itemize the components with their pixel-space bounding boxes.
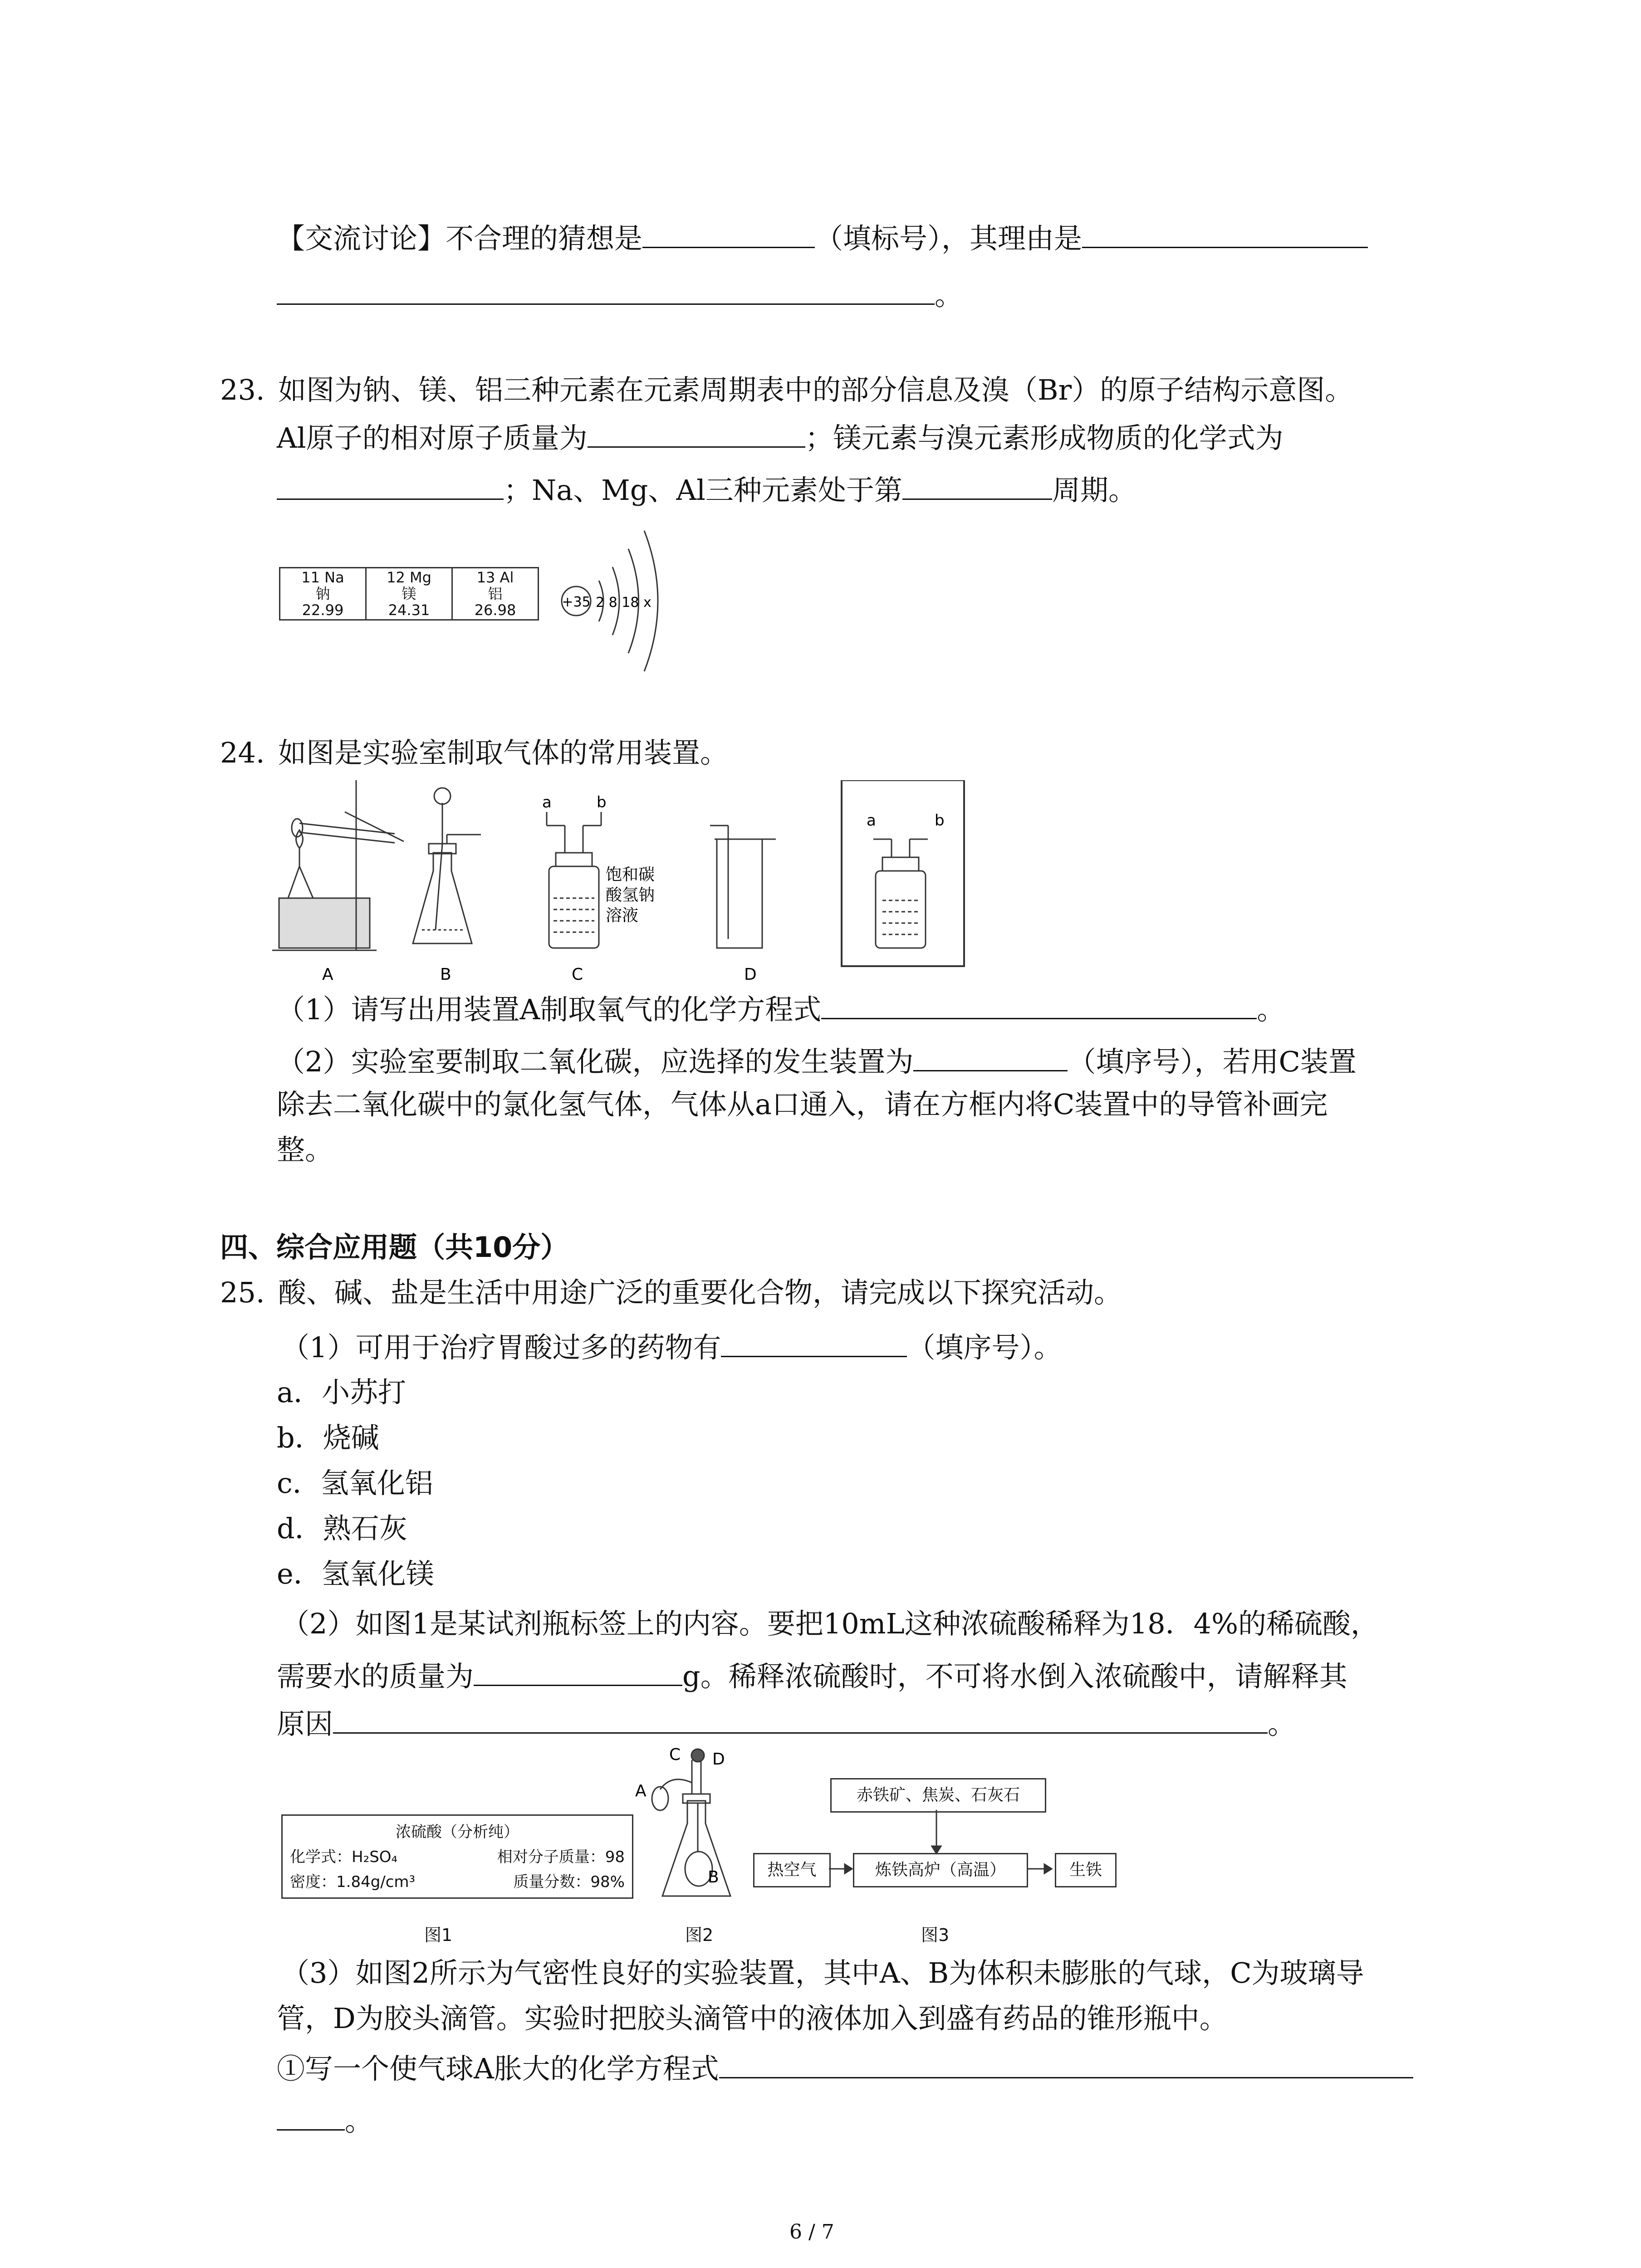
balloon-flask-figure <box>626 1746 762 1919</box>
flow-blast-furnace: 炼铁高炉（高温） <box>853 1853 1028 1887</box>
gas-apparatus-figure <box>272 780 998 989</box>
q23-line2: Al原子的相对原子质量为 ；镁元素与溴元素形成物质的化学式为 <box>277 417 1283 456</box>
q24-line1: 24. 如图是实验室制取气体的常用装置。 <box>220 736 729 769</box>
figure-caption: 图2 <box>685 1925 714 1945</box>
q25-sub2-line2: 需要水的质量为 g。稀释浓硫酸时，不可将水倒入浓硫酸中，请解释其 <box>277 1656 1347 1695</box>
svg-text:B: B <box>708 1868 719 1887</box>
bromine-atom-diagram <box>556 517 683 689</box>
q25-option: c．氢氧化铝 <box>277 1466 433 1500</box>
element-cell-mg: 12 Mg 镁 24.31 <box>366 568 452 620</box>
q25-sub3-line4: 。 <box>277 2100 373 2139</box>
q25-sub3-line3: ①写一个使气球A胀大的化学方程式 <box>277 2048 1413 2087</box>
svg-text:2 8 18 x: 2 8 18 x <box>596 595 652 611</box>
svg-text:C: C <box>572 965 583 984</box>
svg-text:A: A <box>635 1782 647 1800</box>
discussion-line: 【交流讨论】不合理的猜想是 （填标号），其理由是 <box>277 218 1368 257</box>
discussion-line-2: 。 <box>277 274 963 313</box>
element-cell-al: 13 Al 铝 26.98 <box>452 568 539 620</box>
answer-blank[interactable] <box>721 1327 907 1357</box>
answer-blank[interactable] <box>913 1041 1068 1071</box>
svg-text:B: B <box>440 965 451 984</box>
element-cell-na: 11 Na 钠 22.99 <box>280 568 366 620</box>
svg-text:饱和碳: 饱和碳 <box>606 865 655 884</box>
drawing-box[interactable] <box>842 780 964 966</box>
periodic-table-excerpt <box>279 567 539 621</box>
reagent-label-figure: 浓硫酸（分析纯） 化学式：H₂SO₄ 相对分子质量：98 密度：1.84g/cm³ 质量分数：98% <box>281 1814 633 1899</box>
flow-hot-air: 热空气 <box>753 1853 831 1887</box>
figure-caption: 图3 <box>921 1925 950 1945</box>
q25-option: e．氢氧化镁 <box>277 1557 434 1590</box>
apparatus-a <box>272 780 404 950</box>
q25-option: a．小苏打 <box>277 1376 406 1409</box>
apparatus-c <box>547 812 601 948</box>
answer-blank[interactable] <box>277 469 504 500</box>
svg-text:C: C <box>669 1746 681 1764</box>
svg-text:a: a <box>542 793 552 811</box>
q25-sub3-line1: （3）如图2所示为气密性良好的实验装置，其中A、B为体积未膨胀的气球，C为玻璃导 <box>281 1956 1364 1989</box>
answer-blank[interactable] <box>719 2048 1413 2078</box>
q23-line3: ；Na、Mg、Al三种元素处于第 周期。 <box>277 469 1136 508</box>
q25-sub1: （1）可用于治疗胃酸过多的药物有 （填序号）。 <box>281 1327 1062 1366</box>
answer-blank[interactable] <box>474 1656 682 1686</box>
answer-blank[interactable] <box>277 2100 345 2131</box>
answer-blank[interactable] <box>642 218 815 248</box>
q25-sub2-line1: （2）如图1是某试剂瓶标签上的内容。要把10mL这种浓硫酸稀释为18．4%的稀硫酸， <box>281 1607 1379 1640</box>
answer-blank[interactable] <box>333 1703 1268 1734</box>
svg-text:酸氢钠: 酸氢钠 <box>606 886 655 904</box>
svg-text:b: b <box>597 793 607 811</box>
flow-raw-materials: 赤铁矿、焦炭、石灰石 <box>830 1778 1046 1813</box>
q25-option: b．烧碱 <box>277 1421 379 1454</box>
answer-blank[interactable] <box>821 989 1257 1019</box>
svg-text:a: a <box>867 811 876 830</box>
q25-sub2-line3: 原因 。 <box>277 1703 1296 1742</box>
q25-line1: 25. 酸、碱、盐是生活中用途广泛的重要化合物，请完成以下探究活动。 <box>220 1276 1122 1309</box>
svg-text:A: A <box>322 965 333 984</box>
page-number: 6 / 7 <box>789 2220 834 2244</box>
answer-blank[interactable] <box>277 274 935 305</box>
apparatus-b <box>413 788 481 943</box>
q25-sub3-line2: 管，D为胶头滴管。实验时把胶头滴管中的液体加入到盛有药品的锥形瓶中。 <box>277 2002 1228 2035</box>
section-title: 四、综合应用题（共10分） <box>220 1231 569 1264</box>
q24-sub2-line1: （2）实验室要制取二氧化碳，应选择的发生装置为 （填序号），若用C装置 <box>277 1041 1357 1080</box>
q25-option: d．熟石灰 <box>277 1512 407 1545</box>
figure-caption: 图1 <box>424 1925 453 1945</box>
q24-sub1: （1）请写出用装置A制取氧气的化学方程式 。 <box>277 989 1285 1028</box>
answer-blank[interactable] <box>902 469 1052 500</box>
q23-line1: 23. 如图为钠、镁、铝三种元素在元素周期表中的部分信息及溴（Br）的原子结构示意图。 <box>220 373 1353 406</box>
svg-text:b: b <box>935 811 945 830</box>
q24-sub2-line3: 整。 <box>277 1133 333 1166</box>
svg-text:D: D <box>744 965 757 984</box>
answer-blank[interactable] <box>1082 218 1368 248</box>
q24-sub2-line2: 除去二氧化碳中的氯化氢气体，气体从a口通入，请在方框内将C装置中的导管补画完 <box>277 1088 1328 1121</box>
svg-text:D: D <box>712 1750 725 1769</box>
svg-text:+35: +35 <box>562 594 591 610</box>
svg-text:溶液: 溶液 <box>606 906 639 925</box>
flow-pig-iron: 生铁 <box>1055 1853 1117 1887</box>
answer-blank[interactable] <box>588 417 805 448</box>
apparatus-d <box>710 826 776 948</box>
